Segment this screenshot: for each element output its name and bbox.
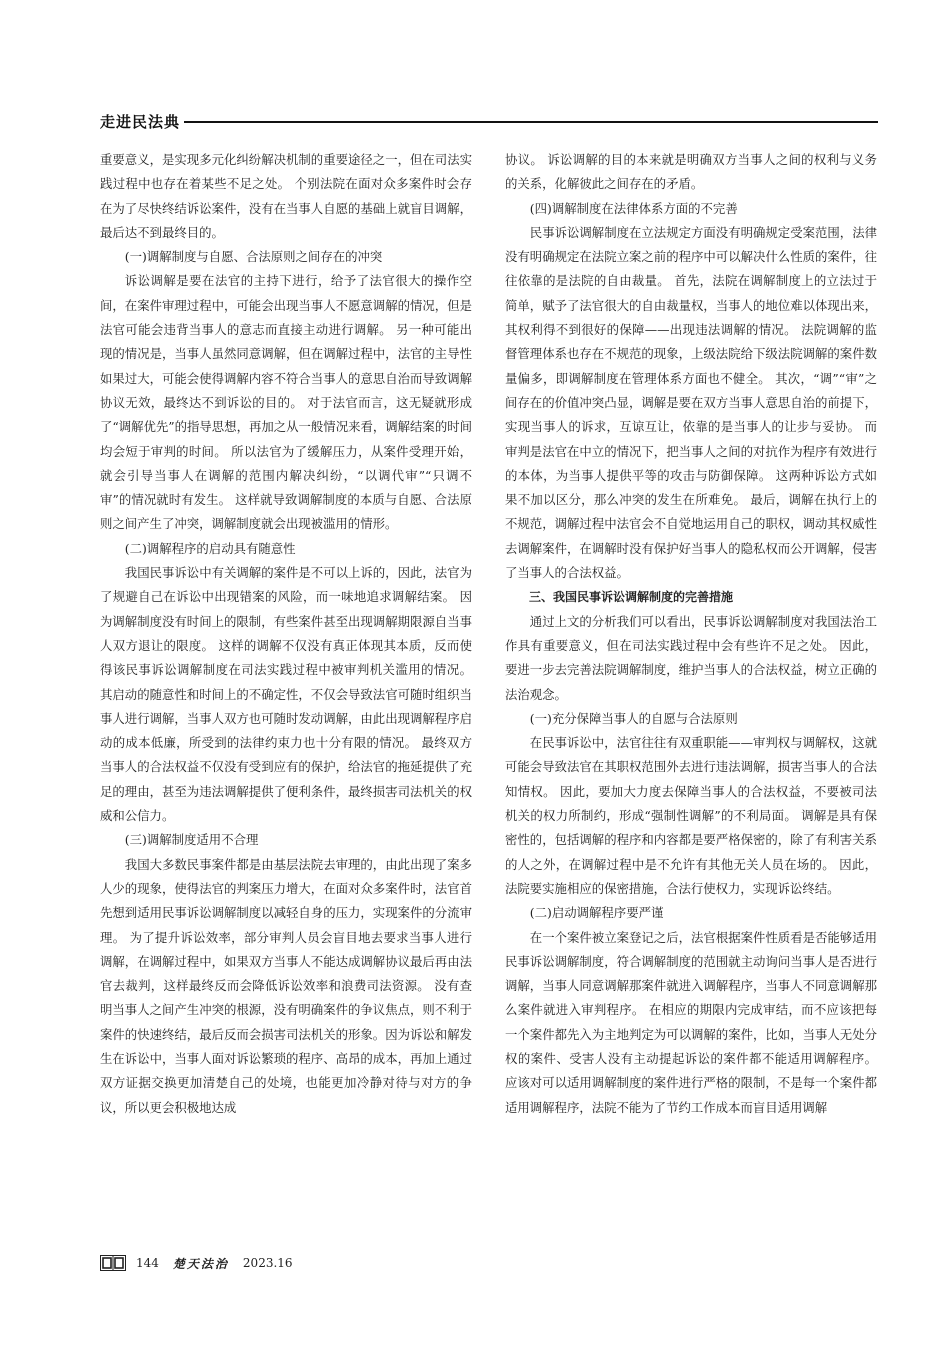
paragraph: 在一个案件被立案登记之后，法官根据案件性质看是否能够适用民事诉讼调解制度，符合调解制度的范围就主动询问当事人是否进行调解，当事人同意调解那案件就进入调解程序，当事人不同意调解那么案件就进入审判程序。 在相应的期限内完成审结，而不应该把每一个案件都先入为主地判定为可以调解的案件，比如，当事人无处分权的案件、受害人没有主动提起诉讼的案件都不能适用调解程序。 应该对可以适用调解制度的案件进行严格的限制，不是每一个案件都适用调解程序，法院不能为了节约工作成本而盲目适用调解: [505, 929, 877, 1115]
paragraph: 在民事诉讼中，法官往往有双重职能——审判权与调解权，这就可能会导致法官在其职权范围外去进行违法调解，损害当事人的合法知情权。 因此，要加大力度去保障当事人的合法权益，不要被司法机关的权力所制约，形成“强制性调解”的不利局面。 调解是具有保密性的，包括调解的程序和内容都是要严格保密的，除了有利害关系的人之外，在调解过程中是不允许有其他无关人员在场的。 因此，法院要实施相应的保密措施，合法行使权力，实现诉讼终结。: [505, 735, 877, 896]
page-footer: [100, 1252, 307, 1274]
subsection-heading: (三)调解制度适用不合理: [124, 832, 259, 848]
section-heading: 三、我国民事诉讼调解制度的完善措施: [529, 590, 734, 605]
paragraph: 我国大多数民事案件都是由基层法院去审理的，由此出现了案多人少的现象，使得法官的判案压力增大，在面对众多案件时，法官首先想到适用民事诉讼调解制度以减轻自身的压力，实现案件的分流审理。 为了提升诉讼效率，部分审判人员会盲目地去要求当事人进行调解，在调解过程中，如果双方当事人不能达成调解协议最后再由法官去裁判，这样最终反而会降低诉讼效率和浪费司法资源。 没有查明当事人之间产生冲突的根源，没有明确案件的争议焦点，则不利于案件的快速终结，最后反而会损害司法机关的形象。因为诉讼和解发生在诉讼中，当事人面对诉讼繁琐的程序、高昂的成本，再加上通过双方证据交换更加清楚自己的处境，也能更加冷静对待与对方的争议，所以更会积极地达成: [100, 856, 472, 1115]
subsection-heading: (二)启动调解程序要严谨: [529, 905, 664, 921]
page-number: 144: [136, 1256, 159, 1270]
magazine-name: 楚天法治: [172, 1256, 229, 1271]
paragraph: 民事诉讼调解制度在立法规定方面没有明确规定受案范围，法律没有明确规定在法院立案之前的程序中可以解决什么性质的案件，往往依靠的是法院的自由裁量。 首先，法院在调解制度上的立法过于简单，赋予了法官很大的自由裁量权，当事人的地位难以体现出来，其权利得不到很好的保障——出现违法调解的情况。 法院调解的监督管理体系也存在不规范的现象，上级法院给下级法院调解的案件数量偏多，即调解制度在管理体系方面也不健全。 其次，“调”“审”之间存在的价值冲突凸显，调解是要在双方当事人意思自治的前提下，实现当事人的诉求，互谅互让，依靠的是当事人的让步与妥协。 而审判是法官在中立的情况下，把当事人之间的对抗作为程序有效进行的本体，为当事人提供平等的攻击与防御保障。 这两种诉讼方式如果不加以区分，那么冲突的发生在所难免。 最后，调解在执行上的不规范，调解过程中法官会不自觉地运用自己的职权，调动其权威性去调解案件，在调解时没有保护好当事人的隐私权而公开调解，侵害了当事人的合法权益。: [505, 224, 877, 581]
magazine-logo-icon: [100, 1255, 126, 1271]
page-header: [100, 112, 878, 134]
subsection-heading: (二)调解程序的启动具有随意性: [124, 540, 296, 556]
paragraph: 通过上文的分析我们可以看出，民事诉讼调解制度对我国法治工作具有重要意义，但在司法实践过程中会有些许不足之处。 因此，要进一步去完善法院调解制度，维护当事人的合法权益，树立正确的法治观念。: [505, 613, 877, 702]
column-title: 走进民法典: [100, 113, 181, 131]
paragraph: 诉讼调解是要在法官的主持下进行，给予了法官很大的操作空间，在案件审理过程中，可能会出现当事人不愿意调解的情况，但是法官可能会违背当事人的意志而直接主动进行调解。 另一种可能出现的情况是，当事人虽然同意调解，但在调解过程中，法官的主导性如果过大，可能会使得调解内容不符合当事人的意思自治而导致调解协议无效，最终达不到诉讼的目的。 对于法官而言，这无疑就形成了“调解优先”的指导思想，再加之从一般情况来看，调解结案的时间均会短于审判的时间。 所以法官为了缓解压力，从案件受理开始，就会引导当事人在调解的范围内解决纠纷，“以调代审”“只调不审”的情况就时有发生。 这样就导致调解制度的本质与自愿、合法原则之间产生了冲突，调解制度就会出现被滥用的情形。: [100, 273, 472, 532]
subsection-heading: (一)充分保障当事人的自愿与合法原则: [529, 710, 738, 726]
paragraph: 重要意义，是实现多元化纠纷解决机制的重要途径之一，但在司法实践过程中也存在着某些不足之处。 个别法院在面对众多案件时会存在为了尽快终结诉讼案件，没有在当事人自愿的基础上就盲目调解，最后达不到最终目的。: [100, 152, 472, 240]
paragraph: 我国民事诉讼中有关调解的案件是不可以上诉的，因此，法官为了规避自己在诉讼中出现错案的风险，而一味地追求调解结案。 因为调解制度没有时间上的限制，有些案件甚至出现调解期限源自当事人双方退让的限度。 这样的调解不仅没有真正体现其本质，反而使得该民事诉讼调解制度在司法实践过程中被审判机关滥用的情况。 其启动的随意性和时间上的不确定性，不仅会导致法官可随时组织当事人进行调解，当事人双方也可随时发动调解，由此出现调解程序启动的成本低廉，所受到的法律约束力也十分有限的情况。 最终双方当事人的合法权益不仅没有受到应有的保护，给法官的拖延提供了充足的理由，甚至为违法调解提供了便利条件，最终损害司法机关的权威和公信力。: [100, 565, 472, 824]
header-rule: [184, 121, 878, 123]
left-column: [100, 148, 472, 1120]
issue-number: 2023.16: [242, 1256, 293, 1270]
right-column: [505, 148, 877, 1120]
subsection-heading: (一)调解制度与自愿、合法原则之间存在的冲突: [124, 249, 383, 265]
paragraph: 协议。 诉讼调解的目的本来就是明确双方当事人之间的权利与义务的关系，化解彼此之间存在的矛盾。: [505, 152, 877, 192]
subsection-heading: (四)调解制度在法律体系方面的不完善: [529, 200, 738, 216]
